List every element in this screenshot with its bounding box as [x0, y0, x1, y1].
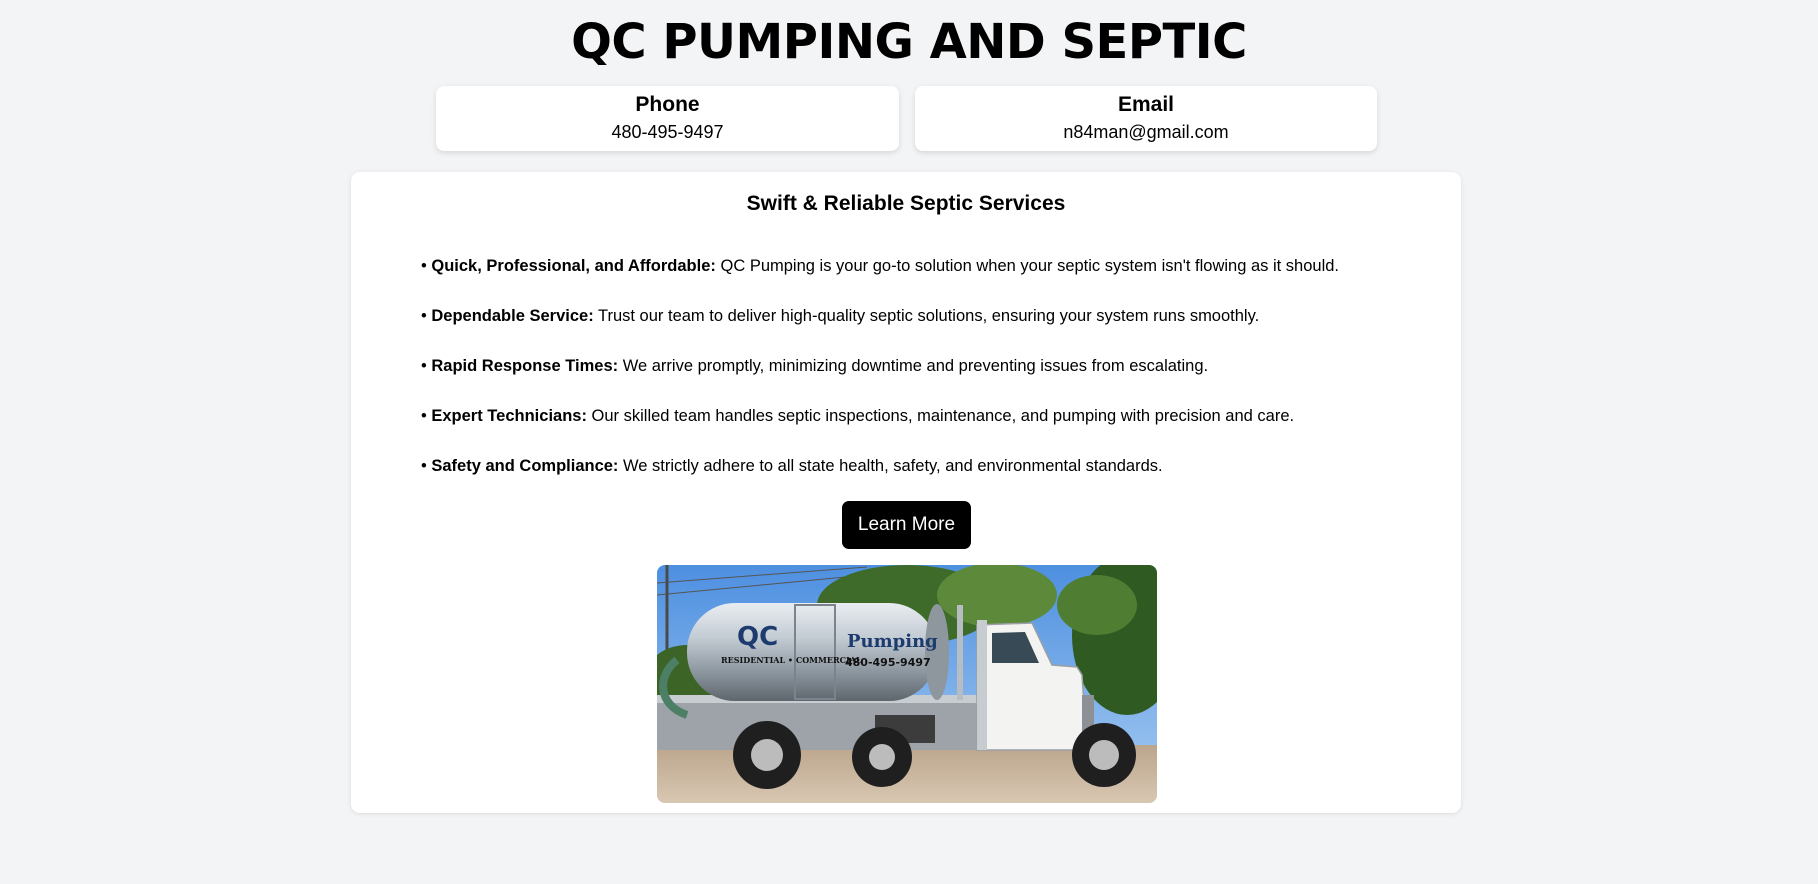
section-title: Swift & Reliable Septic Services — [746, 192, 1066, 215]
list-item — [421, 256, 1421, 306]
feature-text: We arrive promptly, minimizing downtime and preventing issues from escalating. — [622, 357, 1209, 375]
bullet-icon: • — [421, 307, 427, 325]
truck-image — [657, 565, 1157, 803]
feature-list — [421, 256, 1421, 506]
feature-title: Quick, Professional, and Affordable: — [431, 257, 716, 275]
list-item — [421, 306, 1421, 356]
feature-text: Trust our team to deliver high-quality septic solutions, ensuring your system runs smoothly. — [598, 307, 1260, 325]
truck-tag-text: RESIDENTIAL • COMMERCIAL — [721, 655, 862, 665]
feature-text: We strictly adhere to all state health, safety, and environmental standards. — [623, 457, 1163, 475]
phone-number: 480-495-9497 — [611, 122, 724, 142]
bullet-icon: • — [421, 257, 427, 275]
list-item — [421, 406, 1421, 456]
email-label: Email — [1117, 93, 1175, 116]
feature-title: Expert Technicians: — [431, 407, 587, 425]
feature-text: Our skilled team handles septic inspections, maintenance, and pumping with precision and care. — [591, 407, 1295, 425]
list-item — [421, 456, 1421, 506]
phone-label: Phone — [635, 93, 700, 116]
truck-logo-text: QC — [737, 622, 779, 652]
feature-title: Safety and Compliance: — [431, 457, 619, 475]
bullet-icon: • — [421, 407, 427, 425]
truck-phone-text: 480-495-9497 — [845, 656, 931, 669]
bullet-icon: • — [421, 457, 427, 475]
feature-text: QC Pumping is your go-to solution when your septic system isn't flowing as it should. — [720, 257, 1340, 275]
list-item — [421, 356, 1421, 406]
feature-title: Dependable Service: — [431, 307, 594, 325]
feature-title: Rapid Response Times: — [431, 357, 619, 375]
services-card — [351, 172, 1461, 813]
site-title: QC PUMPING AND SEPTIC — [571, 14, 1247, 70]
email-address: n84man@gmail.com — [1063, 122, 1229, 142]
learn-more-button[interactable]: Learn More — [842, 501, 971, 549]
email-card — [915, 86, 1377, 151]
bullet-icon: • — [421, 357, 427, 375]
truck-brand-text: Pumping — [847, 631, 938, 652]
phone-card — [436, 86, 899, 151]
